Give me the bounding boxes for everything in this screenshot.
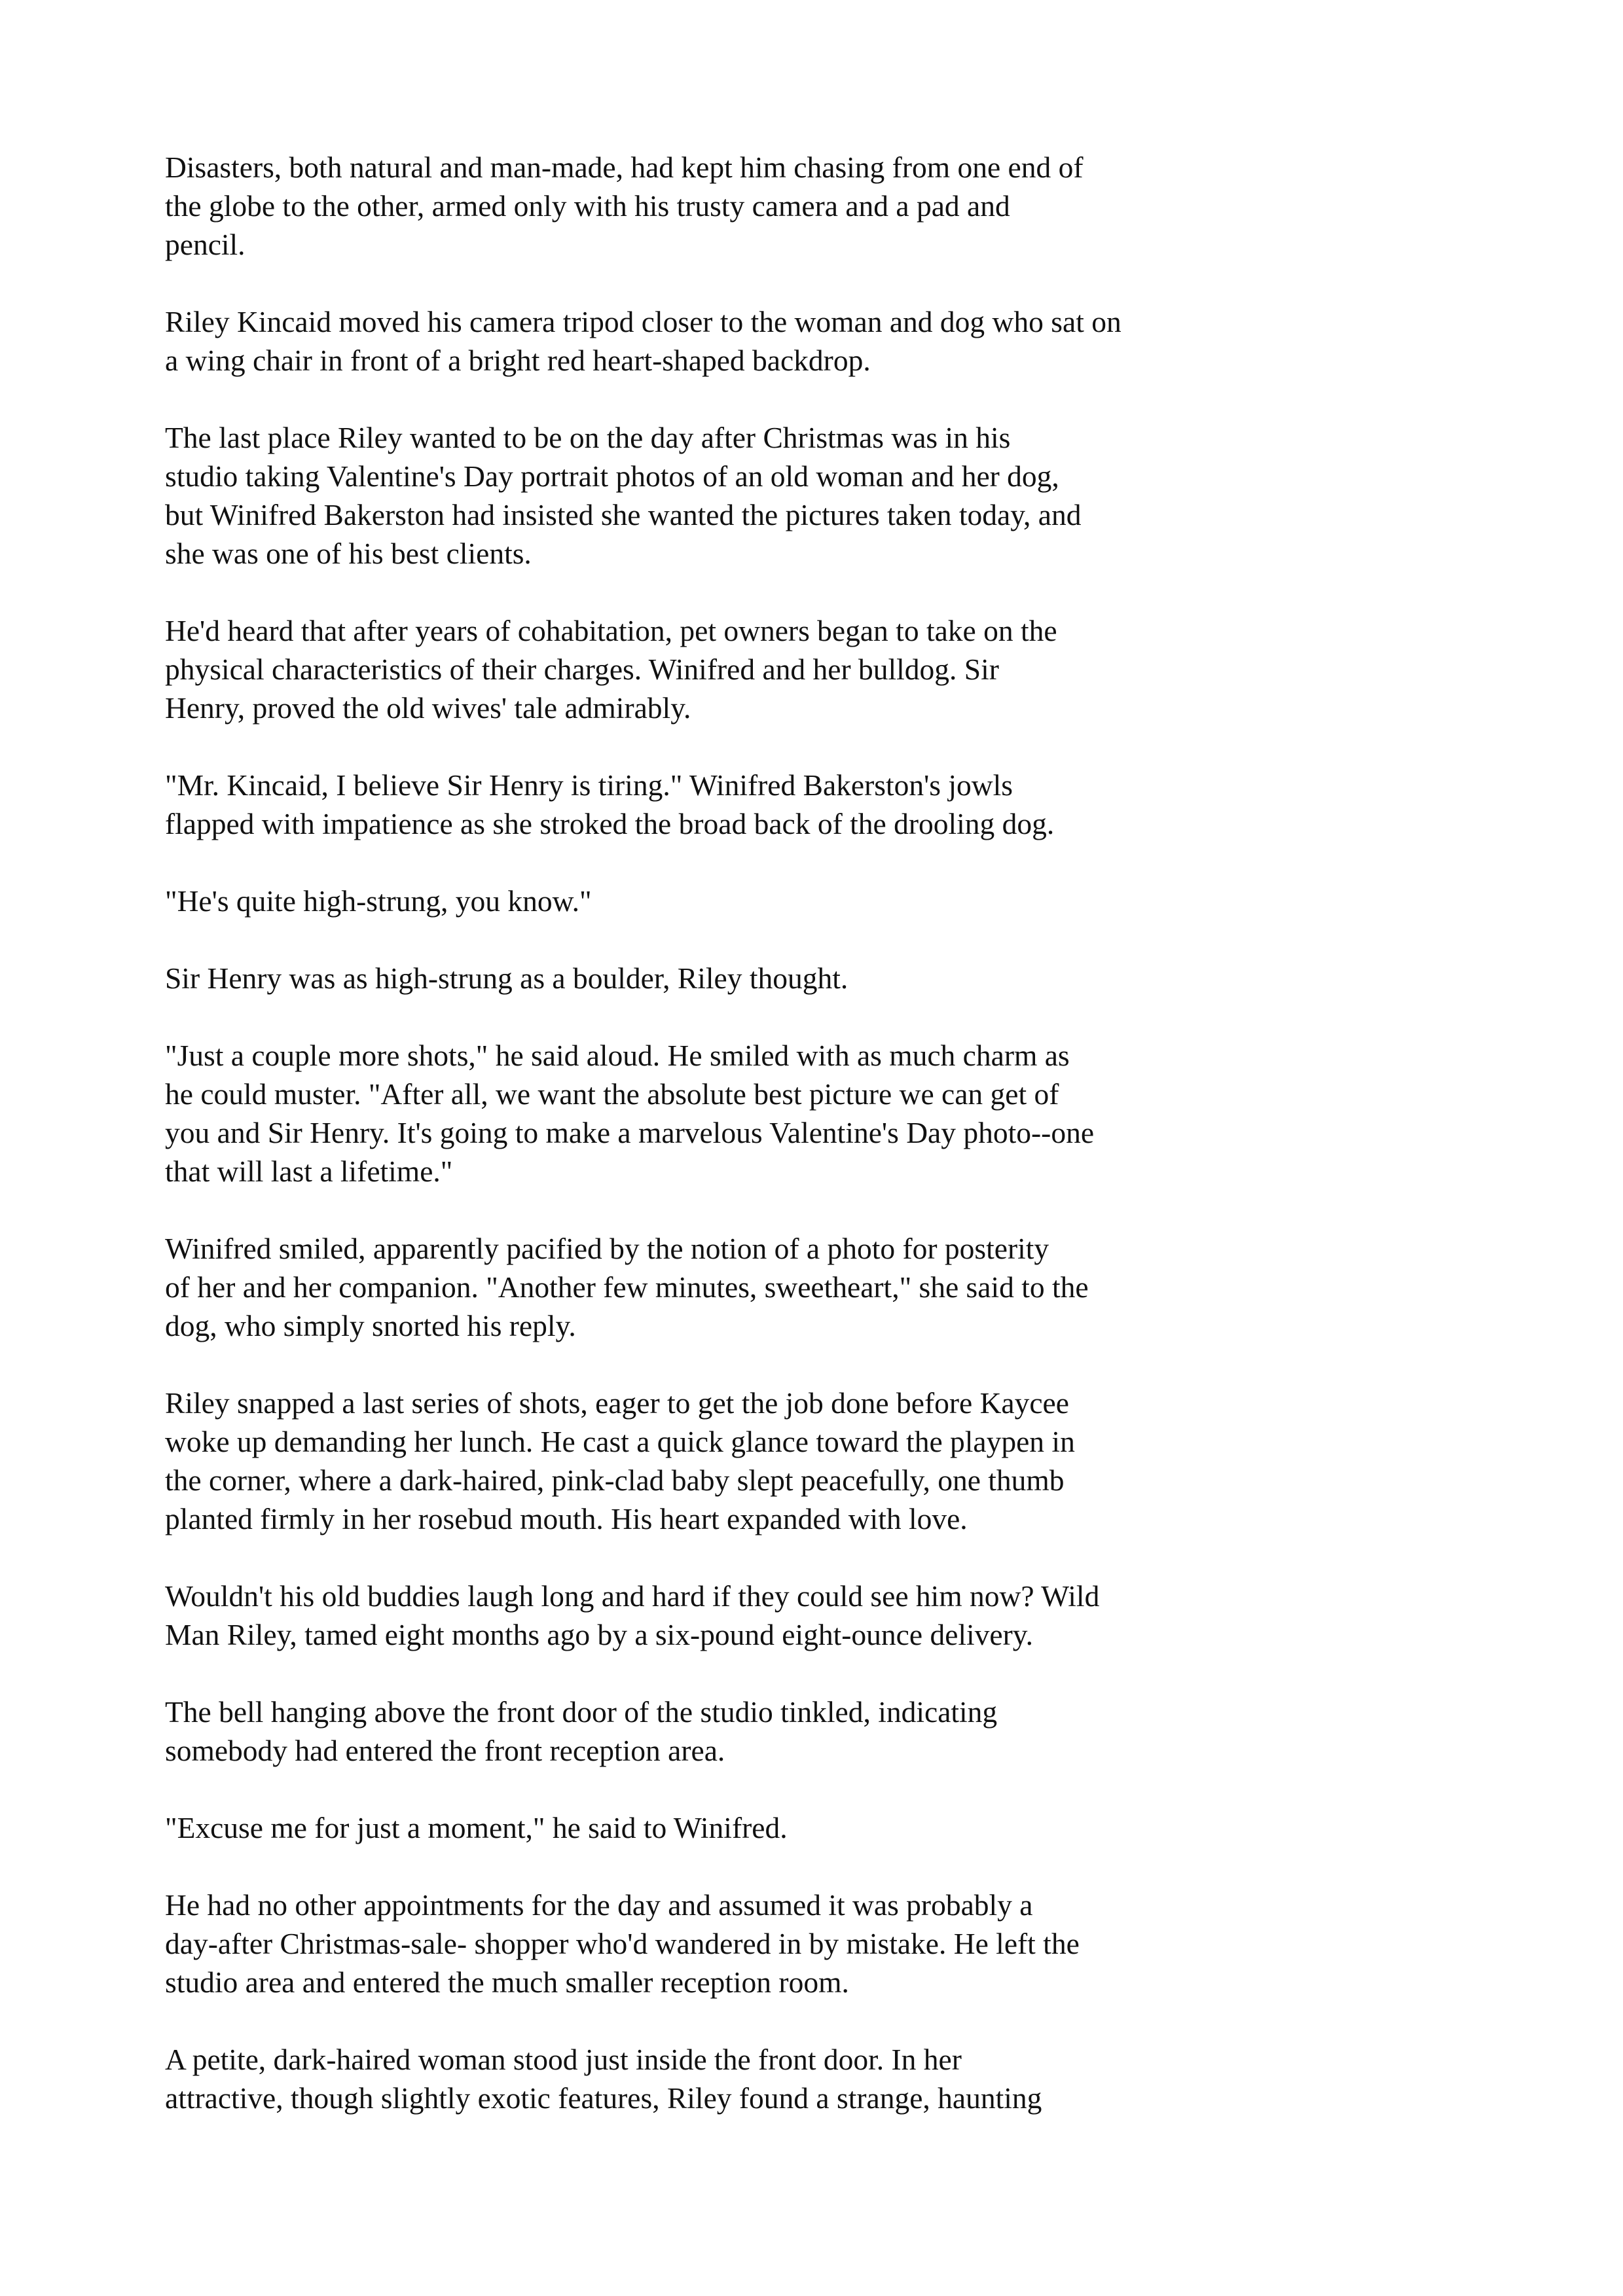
text-line: the globe to the other, armed only with his trusty camera and a pad and xyxy=(165,189,1010,223)
paragraph-4 xyxy=(165,611,1474,727)
paragraph-6 xyxy=(165,882,1474,920)
paragraph-3 xyxy=(165,418,1474,573)
text-line: flapped with impatience as she stroked the broad back of the drooling dog. xyxy=(165,807,1055,840)
paragraph-8 xyxy=(165,1036,1474,1191)
paragraph-2 xyxy=(165,302,1474,380)
text-line: that will last a lifetime." xyxy=(165,1155,453,1188)
paragraph-13 xyxy=(165,1808,1474,1847)
paragraph-1 xyxy=(165,148,1474,264)
text-line: she was one of his best clients. xyxy=(165,537,532,570)
text-line: studio taking Valentine's Day portrait photos of an old woman and her dog, xyxy=(165,459,1059,493)
text-line: He'd heard that after years of cohabitation, pet owners began to take on the xyxy=(165,614,1057,647)
paragraph-7 xyxy=(165,959,1474,997)
text-line: woke up demanding her lunch. He cast a quick glance toward the playpen in xyxy=(165,1425,1075,1458)
text-line: the corner, where a dark-haired, pink-clad baby slept peacefully, one thumb xyxy=(165,1463,1065,1497)
text-line: Winifred smiled, apparently pacified by the notion of a photo for posterity xyxy=(165,1232,1049,1265)
text-line: studio area and entered the much smaller reception room. xyxy=(165,1965,849,1999)
paragraph-15 xyxy=(165,2040,1474,2117)
text-line: you and Sir Henry. It's going to make a marvelous Valentine's Day photo--one xyxy=(165,1116,1095,1149)
text-line: Disasters, both natural and man-made, had kept him chasing from one end of xyxy=(165,151,1084,184)
text-line: somebody had entered the front reception area. xyxy=(165,1734,725,1767)
text-line: day-after Christmas-sale- shopper who'd wandered in by mistake. He left the xyxy=(165,1927,1080,1960)
paragraph-9 xyxy=(165,1229,1474,1345)
text-line: A petite, dark-haired woman stood just inside the front door. In her xyxy=(165,2043,962,2076)
text-line: Riley Kincaid moved his camera tripod closer to the woman and dog who sat on xyxy=(165,305,1122,338)
text-line: The last place Riley wanted to be on the day after Christmas was in his xyxy=(165,421,1011,454)
text-line: attractive, though slightly exotic features, Riley found a strange, haunting xyxy=(165,2081,1042,2115)
text-line: Wouldn't his old buddies laugh long and hard if they could see him now? Wild xyxy=(165,1579,1100,1613)
paragraph-11 xyxy=(165,1577,1474,1654)
text-line: of her and her companion. "Another few minutes, sweetheart," she said to the xyxy=(165,1270,1089,1304)
text-line: but Winifred Bakerston had insisted she wanted the pictures taken today, and xyxy=(165,498,1082,531)
text-line: The bell hanging above the front door of the studio tinkled, indicating xyxy=(165,1695,998,1729)
document-page xyxy=(165,148,1474,2156)
text-line: pencil. xyxy=(165,228,246,261)
text-line: "Just a couple more shots," he said aloud. He smiled with as much charm as xyxy=(165,1039,1070,1072)
text-line: Riley snapped a last series of shots, eager to get the job done before Kaycee xyxy=(165,1386,1069,1420)
text-line: "He's quite high-strung, you know." xyxy=(165,884,592,918)
paragraph-14 xyxy=(165,1886,1474,2001)
text-line: Man Riley, tamed eight months ago by a six-pound eight-ounce delivery. xyxy=(165,1618,1033,1651)
text-line: Sir Henry was as high-strung as a boulder, Riley thought. xyxy=(165,961,848,995)
paragraph-12 xyxy=(165,1693,1474,1770)
text-line: he could muster. "After all, we want the absolute best picture we can get of xyxy=(165,1077,1059,1111)
text-line: "Mr. Kincaid, I believe Sir Henry is tiring." Winifred Bakerston's jowls xyxy=(165,768,1013,802)
text-line: planted firmly in her rosebud mouth. His heart expanded with love. xyxy=(165,1502,968,1535)
text-line: He had no other appointments for the day and assumed it was probably a xyxy=(165,1888,1033,1922)
text-line: physical characteristics of their charges. Winifred and her bulldog. Sir xyxy=(165,653,999,686)
text-line: a wing chair in front of a bright red heart-shaped backdrop. xyxy=(165,344,871,377)
text-line: Henry, proved the old wives' tale admirably. xyxy=(165,691,691,725)
paragraph-10 xyxy=(165,1384,1474,1538)
paragraph-5 xyxy=(165,766,1474,843)
text-line: dog, who simply snorted his reply. xyxy=(165,1309,576,1342)
text-line: "Excuse me for just a moment," he said to Winifred. xyxy=(165,1811,788,1844)
